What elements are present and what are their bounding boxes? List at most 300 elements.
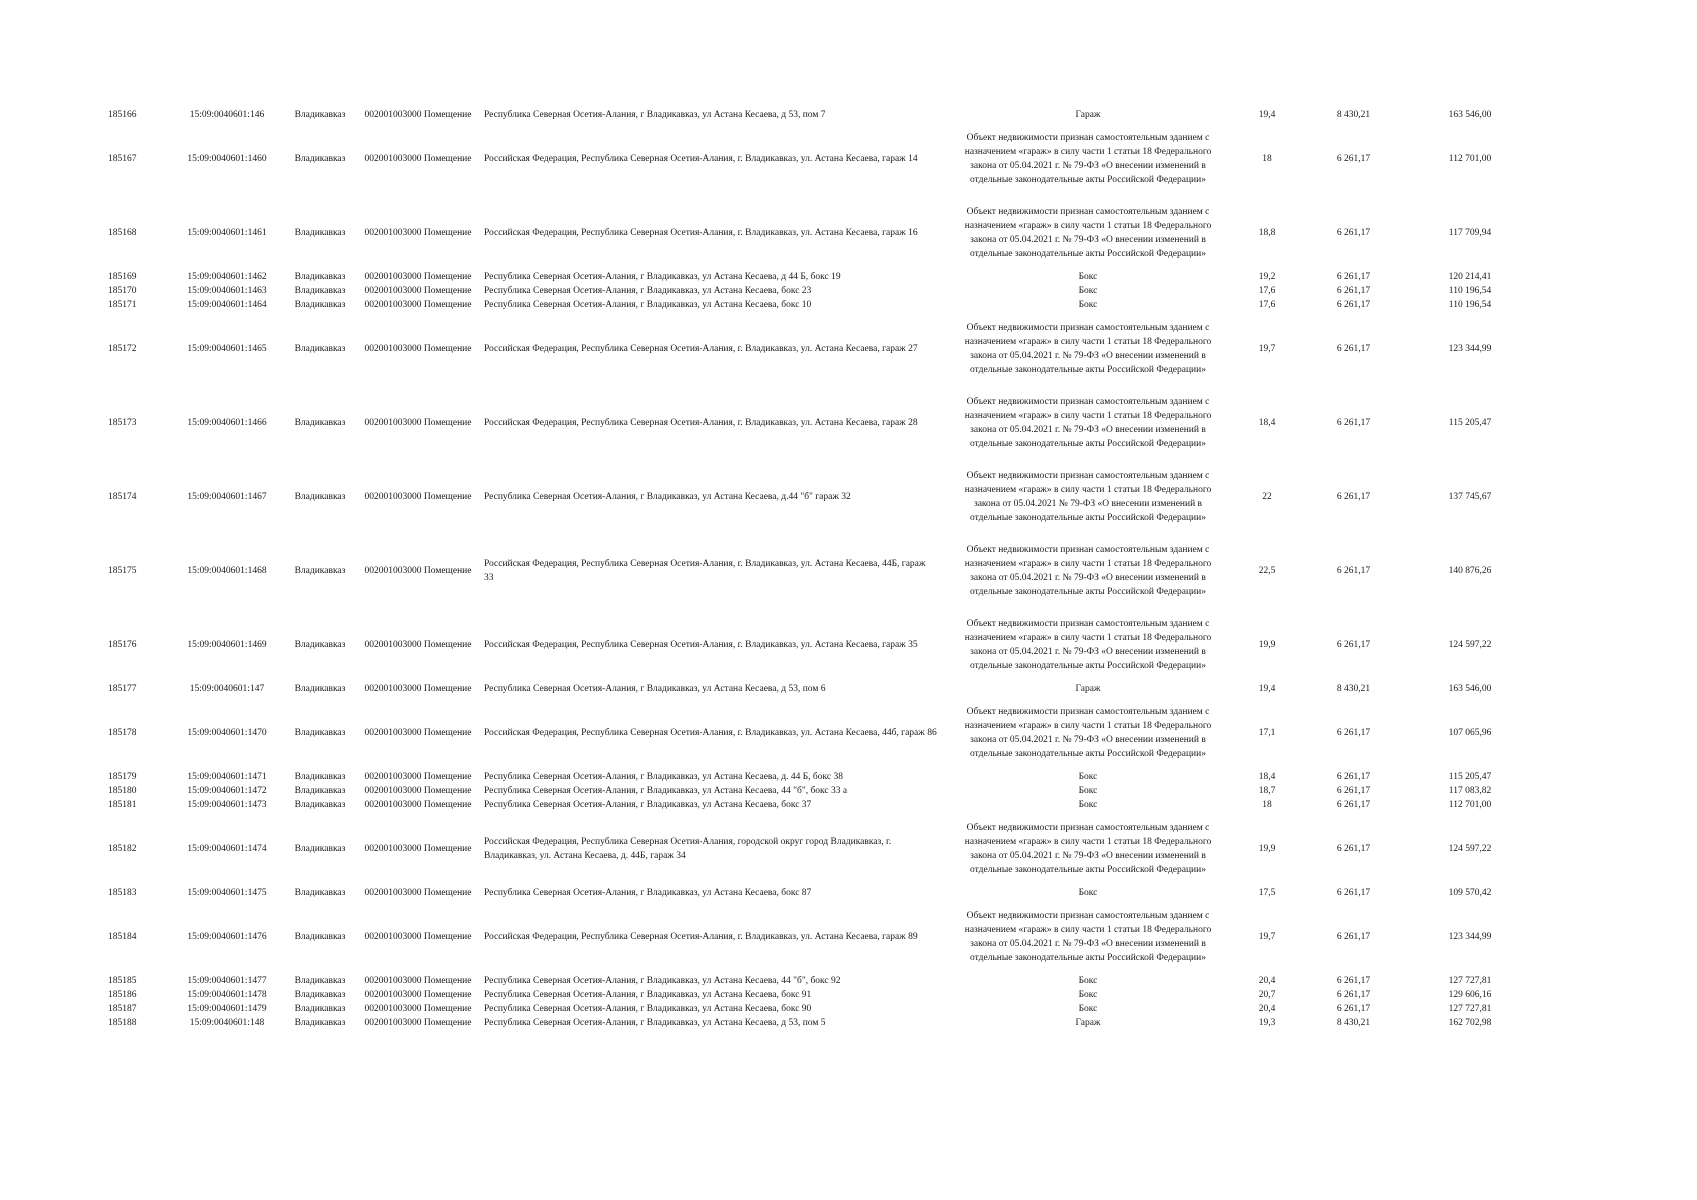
object-number-text: 185170 [108, 286, 137, 296]
object-number-text: 185179 [108, 772, 137, 782]
specific-value-text: 6 261,17 [1336, 932, 1371, 942]
address-cell [484, 974, 949, 988]
object-number-text: 185183 [108, 888, 137, 898]
table-row [108, 886, 1540, 900]
area-text: 18,7 [1258, 786, 1276, 796]
area-text: 20,4 [1258, 976, 1276, 986]
object-number-text: 185174 [108, 492, 137, 502]
address-cell [484, 798, 949, 812]
area-cell [1227, 682, 1307, 696]
area-text: 22,5 [1258, 566, 1276, 576]
area-cell [1227, 460, 1307, 534]
purpose-cell [949, 1002, 1227, 1016]
purpose-text: Бокс [1078, 786, 1098, 796]
specific-value-cell [1307, 534, 1400, 608]
object-number-text: 185166 [108, 110, 137, 120]
area-cell [1227, 1002, 1307, 1016]
city-text: Владикавказ [294, 418, 346, 428]
specific-value-text: 6 261,17 [1336, 300, 1371, 310]
cadastral-number-text: 15:09:0040601:1461 [187, 228, 267, 238]
address-cell [484, 812, 949, 886]
object-type-cell [352, 812, 484, 886]
cadastral-value-text: 117 083,82 [1448, 786, 1492, 796]
cadastral-number-text: 15:09:0040601:1465 [187, 344, 267, 354]
cadastral-value-text: 117 709,94 [1448, 228, 1492, 238]
specific-value-cell [1307, 886, 1400, 900]
table-row [108, 812, 1540, 886]
city-text: Владикавказ [294, 640, 346, 650]
purpose-cell [949, 298, 1227, 312]
purpose-text: Объект недвижимости признан самостоятельным зданием с назначением «гараж» в силу части 1 статьи 18 Федерального закона от 05.04.2021 г. № 79-ФЗ «О внесении изменений в отдельные законодательные акты Российской Федерации» [964, 911, 1212, 963]
address-cell [484, 608, 949, 682]
area-cell [1227, 812, 1307, 886]
cadastral-number-cell [166, 770, 288, 784]
specific-value-text: 6 261,17 [1336, 418, 1371, 428]
object-type-text: 002001003000 Помещение [364, 800, 472, 810]
purpose-text: Объект недвижимости признан самостоятельным зданием с назначением «гараж» в силу части 1 статьи 18 Федерального закона от 05.04.2021 г. № 79-ФЗ «О внесении изменений в отдельные законодательные акты Российской Федерации» [964, 397, 1212, 449]
cadastral-value-table [108, 108, 1540, 1030]
object-type-cell [352, 682, 484, 696]
purpose-text: Объект недвижимости признан самостоятельным зданием с назначением «гараж» в силу части 1 статьи 18 Федерального закона от 05.04.2021 г. № 79-ФЗ «О внесении изменений в отдельные законодательные акты Российской Федерации» [964, 545, 1212, 597]
cadastral-number-cell [166, 974, 288, 988]
city-cell [288, 1002, 352, 1016]
city-text: Владикавказ [294, 344, 346, 354]
object-number-text: 185181 [108, 800, 137, 810]
purpose-cell [949, 270, 1227, 284]
cadastral-number-cell [166, 784, 288, 798]
cadastral-value-text: 123 344,99 [1448, 932, 1492, 942]
table-row [108, 298, 1540, 312]
address-cell [484, 534, 949, 608]
area-text: 19,2 [1258, 272, 1276, 282]
purpose-text: Бокс [1078, 272, 1098, 282]
area-cell [1227, 886, 1307, 900]
cadastral-number-cell [166, 608, 288, 682]
cadastral-number-cell [166, 108, 288, 122]
cadastral-number-cell [166, 312, 288, 386]
table-row [108, 122, 1540, 196]
city-text: Владикавказ [294, 976, 346, 986]
area-cell [1227, 798, 1307, 812]
object-type-text: 002001003000 Помещение [364, 772, 472, 782]
purpose-text: Бокс [1078, 976, 1098, 986]
table-row [108, 196, 1540, 270]
purpose-cell [949, 534, 1227, 608]
table-row [108, 608, 1540, 682]
purpose-cell [949, 798, 1227, 812]
object-type-text: 002001003000 Помещение [364, 110, 472, 120]
area-cell [1227, 284, 1307, 298]
city-text: Владикавказ [294, 110, 346, 120]
cadastral-number-text: 15:09:0040601:1469 [187, 640, 267, 650]
object-type-text: 002001003000 Помещение [364, 286, 472, 296]
cadastral-value-text: 137 745,67 [1448, 492, 1492, 502]
city-cell [288, 798, 352, 812]
address-cell [484, 122, 949, 196]
address-cell [484, 988, 949, 1002]
specific-value-text: 6 261,17 [1336, 154, 1371, 164]
specific-value-cell [1307, 108, 1400, 122]
object-number-text: 185177 [108, 684, 137, 694]
specific-value-cell [1307, 196, 1400, 270]
specific-value-cell [1307, 386, 1400, 460]
area-cell [1227, 988, 1307, 1002]
table-row [108, 312, 1540, 386]
object-type-text: 002001003000 Помещение [364, 640, 472, 650]
cadastral-value-text: 163 546,00 [1448, 684, 1492, 694]
cadastral-number-text: 15:09:0040601:1470 [187, 728, 267, 738]
cadastral-value-cell [1400, 988, 1540, 1002]
object-number-text: 185168 [108, 228, 137, 238]
object-type-text: 002001003000 Помещение [364, 976, 472, 986]
cadastral-value-text: 127 727,81 [1448, 976, 1492, 986]
specific-value-text: 6 261,17 [1336, 1004, 1371, 1014]
cadastral-value-text: 124 597,22 [1448, 844, 1492, 854]
table-row [108, 386, 1540, 460]
cadastral-value-cell [1400, 270, 1540, 284]
address-cell [484, 196, 949, 270]
area-cell [1227, 298, 1307, 312]
purpose-text: Гараж [1075, 1018, 1101, 1028]
cadastral-number-cell [166, 812, 288, 886]
object-number-text: 185182 [108, 844, 137, 854]
table-body [108, 108, 1540, 1030]
cadastral-number-cell [166, 1002, 288, 1016]
area-text: 19,7 [1258, 932, 1276, 942]
area-cell [1227, 696, 1307, 770]
purpose-cell [949, 312, 1227, 386]
object-number-cell [108, 284, 166, 298]
purpose-cell [949, 988, 1227, 1002]
object-number-cell [108, 534, 166, 608]
specific-value-cell [1307, 298, 1400, 312]
purpose-text: Объект недвижимости признан самостоятельным зданием с назначением «гараж» в силу части 1 статьи 18 Федерального закона от 05.04.2021 г. № 79-ФЗ «О внесении изменений в отдельные законодательные акты Российской Федерации» [964, 619, 1212, 671]
city-cell [288, 886, 352, 900]
address-text: Российская Федерация, Республика Северная Осетия-Алания, г. Владикавказ, ул. Астана Кесаева, гараж 16 [484, 228, 918, 238]
city-text: Владикавказ [294, 154, 346, 164]
cadastral-number-text: 15:09:0040601:146 [189, 110, 265, 120]
table-row [108, 1016, 1540, 1030]
object-type-cell [352, 798, 484, 812]
cadastral-number-text: 15:09:0040601:1473 [187, 800, 267, 810]
address-cell [484, 460, 949, 534]
city-text: Владикавказ [294, 844, 346, 854]
area-cell [1227, 108, 1307, 122]
area-text: 17,6 [1258, 300, 1276, 310]
city-text: Владикавказ [294, 1004, 346, 1014]
object-type-cell [352, 1016, 484, 1030]
area-text: 18,4 [1258, 418, 1276, 428]
object-number-cell [108, 900, 166, 974]
table-row [108, 284, 1540, 298]
specific-value-cell [1307, 312, 1400, 386]
cadastral-value-cell [1400, 1002, 1540, 1016]
address-text: Российская Федерация, Республика Северная Осетия-Алания, г. Владикавказ, ул. Астана Кесаева, гараж 35 [484, 640, 918, 650]
object-number-text: 185187 [108, 1004, 137, 1014]
object-number-text: 185173 [108, 418, 137, 428]
object-type-cell [352, 122, 484, 196]
object-number-text: 185180 [108, 786, 137, 796]
city-text: Владикавказ [294, 786, 346, 796]
object-number-cell [108, 886, 166, 900]
specific-value-text: 6 261,17 [1336, 976, 1371, 986]
purpose-text: Бокс [1078, 888, 1098, 898]
purpose-cell [949, 122, 1227, 196]
area-text: 17,6 [1258, 286, 1276, 296]
city-cell [288, 196, 352, 270]
object-type-text: 002001003000 Помещение [364, 786, 472, 796]
address-cell [484, 108, 949, 122]
table-row [108, 534, 1540, 608]
city-text: Владикавказ [294, 228, 346, 238]
address-cell [484, 886, 949, 900]
city-text: Владикавказ [294, 566, 346, 576]
cadastral-number-cell [166, 460, 288, 534]
address-text: Республика Северная Осетия-Алания, г Владикавказ, ул Астана Кесаева, д. 44 Б, бокс 38 [484, 772, 843, 782]
purpose-cell [949, 1016, 1227, 1030]
object-number-cell [108, 1002, 166, 1016]
city-cell [288, 312, 352, 386]
purpose-text: Объект недвижимости признан самостоятельным зданием с назначением «гараж» в силу части 1 статьи 18 Федерального закона от 05.04.2021 № 79-ФЗ «О внесении изменений в отдельные законодательные акты Российской Федерации» [964, 471, 1212, 523]
object-number-text: 185188 [108, 1018, 137, 1028]
address-text: Республика Северная Осетия-Алания, г Владикавказ, ул Астана Кесаева, д 53, пом 5 [484, 1018, 826, 1028]
cadastral-number-text: 15:09:0040601:1479 [187, 1004, 267, 1014]
table-row [108, 784, 1540, 798]
object-type-text: 002001003000 Помещение [364, 154, 472, 164]
object-number-cell [108, 974, 166, 988]
purpose-cell [949, 812, 1227, 886]
purpose-text: Бокс [1078, 800, 1098, 810]
city-cell [288, 682, 352, 696]
cadastral-value-cell [1400, 812, 1540, 886]
cadastral-number-text: 15:09:0040601:1460 [187, 154, 267, 164]
cadastral-value-cell [1400, 900, 1540, 974]
purpose-cell [949, 460, 1227, 534]
specific-value-cell [1307, 460, 1400, 534]
cadastral-number-text: 15:09:0040601:147 [189, 684, 265, 694]
area-cell [1227, 974, 1307, 988]
city-text: Владикавказ [294, 772, 346, 782]
purpose-cell [949, 974, 1227, 988]
specific-value-cell [1307, 974, 1400, 988]
area-text: 18 [1262, 154, 1272, 164]
object-type-text: 002001003000 Помещение [364, 728, 472, 738]
city-cell [288, 608, 352, 682]
cadastral-value-text: 115 205,47 [1448, 772, 1492, 782]
address-cell [484, 1002, 949, 1016]
specific-value-cell [1307, 798, 1400, 812]
address-cell [484, 270, 949, 284]
object-number-text: 185172 [108, 344, 137, 354]
city-text: Владикавказ [294, 300, 346, 310]
table-row [108, 682, 1540, 696]
cadastral-value-cell [1400, 460, 1540, 534]
specific-value-text: 6 261,17 [1336, 566, 1371, 576]
cadastral-number-cell [166, 534, 288, 608]
object-number-cell [108, 196, 166, 270]
area-text: 19,9 [1258, 640, 1276, 650]
address-cell [484, 770, 949, 784]
object-type-text: 002001003000 Помещение [364, 566, 472, 576]
purpose-text: Гараж [1075, 110, 1101, 120]
cadastral-number-text: 15:09:0040601:1468 [187, 566, 267, 576]
area-cell [1227, 534, 1307, 608]
address-text: Российская Федерация, Республика Северная Осетия-Алания, г. Владикавказ, ул. Астана Кесаева, гараж 27 [484, 344, 918, 354]
specific-value-text: 8 430,21 [1336, 1018, 1371, 1028]
object-number-text: 185178 [108, 728, 137, 738]
address-cell [484, 312, 949, 386]
city-text: Владикавказ [294, 932, 346, 942]
address-text: Российская Федерация, Республика Северная Осетия-Алания, г. Владикавказ, ул. Астана Кесаева, гараж 28 [484, 418, 918, 428]
cadastral-number-text: 15:09:0040601:1466 [187, 418, 267, 428]
cadastral-number-text: 15:09:0040601:1467 [187, 492, 267, 502]
object-type-cell [352, 900, 484, 974]
specific-value-cell [1307, 284, 1400, 298]
cadastral-number-cell [166, 798, 288, 812]
object-number-cell [108, 784, 166, 798]
cadastral-value-cell [1400, 770, 1540, 784]
address-text: Республика Северная Осетия-Алания, г Владикавказ, ул Астана Кесаева, 44 "б", бокс 92 [484, 976, 841, 986]
city-cell [288, 534, 352, 608]
address-text: Республика Северная Осетия-Алания, г Владикавказ, ул Астана Кесаева, бокс 90 [484, 1004, 812, 1014]
purpose-cell [949, 900, 1227, 974]
address-text: Российская Федерация, Республика Северная Осетия-Алания, г. Владикавказ, ул. Астана Кесаева, 44Б, гараж 33 [484, 559, 926, 583]
area-text: 18 [1262, 800, 1272, 810]
specific-value-cell [1307, 1016, 1400, 1030]
address-cell [484, 900, 949, 974]
object-type-cell [352, 988, 484, 1002]
object-type-text: 002001003000 Помещение [364, 990, 472, 1000]
specific-value-cell [1307, 608, 1400, 682]
table-row [108, 770, 1540, 784]
address-text: Республика Северная Осетия-Алания, г Владикавказ, ул Астана Кесаева, бокс 37 [484, 800, 812, 810]
purpose-cell [949, 886, 1227, 900]
cadastral-value-text: 163 546,00 [1448, 110, 1492, 120]
purpose-cell [949, 196, 1227, 270]
cadastral-value-cell [1400, 122, 1540, 196]
cadastral-value-text: 140 876,26 [1448, 566, 1492, 576]
city-cell [288, 386, 352, 460]
area-cell [1227, 196, 1307, 270]
area-text: 20,7 [1258, 990, 1276, 1000]
address-text: Республика Северная Осетия-Алания, г Владикавказ, ул Астана Кесаева, д 44 Б, бокс 19 [484, 272, 841, 282]
area-text: 20,4 [1258, 1004, 1276, 1014]
purpose-cell [949, 682, 1227, 696]
area-text: 19,4 [1258, 110, 1276, 120]
city-cell [288, 974, 352, 988]
table-row [108, 696, 1540, 770]
specific-value-text: 6 261,17 [1336, 344, 1371, 354]
object-number-cell [108, 122, 166, 196]
city-text: Владикавказ [294, 492, 346, 502]
specific-value-text: 6 261,17 [1336, 844, 1371, 854]
address-text: Республика Северная Осетия-Алания, г Владикавказ, ул Астана Кесаева, бокс 23 [484, 286, 812, 296]
address-text: Республика Северная Осетия-Алания, г Владикавказ, ул Астана Кесаева, бокс 91 [484, 990, 812, 1000]
object-number-text: 185175 [108, 566, 137, 576]
city-cell [288, 108, 352, 122]
purpose-text: Объект недвижимости признан самостоятельным зданием с назначением «гараж» в силу части 1 статьи 18 Федерального закона от 05.04.2021 г. № 79-ФЗ «О внесении изменений в отдельные законодательные акты Российской Федерации» [964, 823, 1212, 875]
object-number-cell [108, 696, 166, 770]
cadastral-value-cell [1400, 1016, 1540, 1030]
object-number-cell [108, 298, 166, 312]
cadastral-value-cell [1400, 696, 1540, 770]
cadastral-number-text: 15:09:0040601:1471 [187, 772, 267, 782]
table-row [108, 270, 1540, 284]
cadastral-value-cell [1400, 974, 1540, 988]
cadastral-number-cell [166, 682, 288, 696]
cadastral-value-cell [1400, 886, 1540, 900]
specific-value-cell [1307, 682, 1400, 696]
specific-value-text: 6 261,17 [1336, 272, 1371, 282]
city-text: Владикавказ [294, 272, 346, 282]
specific-value-text: 8 430,21 [1336, 684, 1371, 694]
purpose-cell [949, 696, 1227, 770]
city-cell [288, 784, 352, 798]
city-text: Владикавказ [294, 1018, 346, 1028]
area-text: 18,8 [1258, 228, 1276, 238]
area-text: 19,3 [1258, 1018, 1276, 1028]
cadastral-value-text: 107 065,96 [1448, 728, 1492, 738]
address-text: Российская Федерация, Республика Северная Осетия-Алания, городской округ город Владикавказ, г. Владикавказ, ул. Астана Кесаева, д. 44Б, гараж 34 [484, 837, 892, 861]
cadastral-value-cell [1400, 682, 1540, 696]
specific-value-text: 6 261,17 [1336, 772, 1371, 782]
cadastral-value-cell [1400, 312, 1540, 386]
purpose-text: Бокс [1078, 1004, 1098, 1014]
object-type-cell [352, 284, 484, 298]
purpose-text: Гараж [1075, 684, 1101, 694]
purpose-cell [949, 608, 1227, 682]
area-cell [1227, 608, 1307, 682]
table-row [108, 108, 1540, 122]
area-text: 19,4 [1258, 684, 1276, 694]
object-type-text: 002001003000 Помещение [364, 344, 472, 354]
specific-value-cell [1307, 122, 1400, 196]
cadastral-value-cell [1400, 798, 1540, 812]
table-row [108, 988, 1540, 1002]
object-type-cell [352, 886, 484, 900]
city-cell [288, 122, 352, 196]
cadastral-value-text: 112 701,00 [1448, 154, 1492, 164]
object-type-text: 002001003000 Помещение [364, 1004, 472, 1014]
object-type-cell [352, 108, 484, 122]
object-type-cell [352, 784, 484, 798]
object-type-cell [352, 196, 484, 270]
object-type-text: 002001003000 Помещение [364, 228, 472, 238]
object-number-text: 185171 [108, 300, 137, 310]
cadastral-number-text: 15:09:0040601:1464 [187, 300, 267, 310]
object-number-cell [108, 1016, 166, 1030]
table-row [108, 1002, 1540, 1016]
purpose-text: Бокс [1078, 286, 1098, 296]
specific-value-text: 6 261,17 [1336, 728, 1371, 738]
cadastral-number-cell [166, 900, 288, 974]
cadastral-number-cell [166, 298, 288, 312]
specific-value-cell [1307, 770, 1400, 784]
cadastral-number-text: 15:09:0040601:1476 [187, 932, 267, 942]
purpose-text: Объект недвижимости признан самостоятельным зданием с назначением «гараж» в силу части 1 статьи 18 Федерального закона от 05.04.2021 г. № 79-ФЗ «О внесении изменений в отдельные законодательные акты Российской Федерации» [964, 707, 1212, 759]
object-type-cell [352, 386, 484, 460]
purpose-text: Бокс [1078, 300, 1098, 310]
purpose-text: Объект недвижимости признан самостоятельным зданием с назначением «гараж» в силу части 1 статьи 18 Федерального закона от 05.04.2021 г. № 79-ФЗ «О внесении изменений в отдельные законодательные акты Российской Федерации» [964, 323, 1212, 375]
purpose-text: Бокс [1078, 990, 1098, 1000]
object-type-cell [352, 770, 484, 784]
object-number-cell [108, 270, 166, 284]
address-cell [484, 386, 949, 460]
address-cell [484, 784, 949, 798]
area-text: 17,5 [1258, 888, 1276, 898]
object-type-text: 002001003000 Помещение [364, 1018, 472, 1028]
cadastral-number-cell [166, 886, 288, 900]
